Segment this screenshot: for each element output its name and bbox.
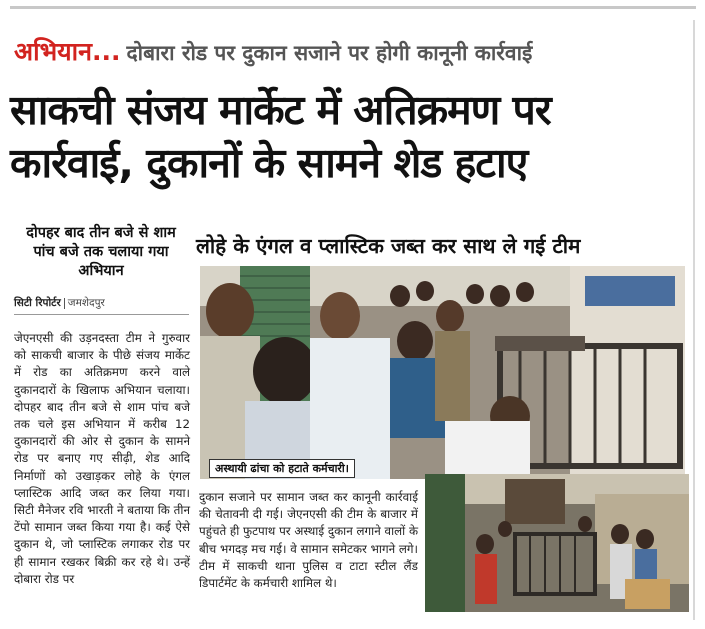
top-rule bbox=[10, 6, 696, 9]
byline-author: सिटी रिपोर्टर bbox=[14, 297, 61, 309]
byline-separator bbox=[64, 298, 65, 309]
byline-place: जमशेदपुर bbox=[67, 297, 105, 309]
secondary-photo bbox=[425, 474, 689, 612]
kicker-highlight: अभियान... bbox=[14, 37, 121, 66]
main-photo-image bbox=[200, 266, 685, 479]
article-body-right: दुकान सजाने पर सामान जब्त कर कानूनी कार्रवाई की चेतावनी दी गई। जेएनएसी की टीम के बाजार में पहुंचते ही फुटपाथ पर अस्थाई दुकान लगाने वालों के बीच भगदड़ मच गई। वे सामान समेटकर भागने लगे। टीम में साकची थाना पुलिस व टाटा स्टील लैंड डिपार्टमेंट के कर्मचारी शामिल थे। bbox=[199, 490, 419, 591]
article-body-left: जेएनएसी की उड़नदस्ता टीम ने गुरुवार को साकची बाजार के पीछे संजय मार्केट में रोड का अतिक्रमण करने वाले दुकानदारों के खिलाफ अभियान चलाया। दोपहर बाद तीन बजे से शाम पांच बजे तक चले इस अभियान में करीब 12 दुकानदारों की ओर से दुकान के सामने रोड पर बनाए गए सीढ़ी, शेड आदि निर्माणों को उखाड़कर लोहे के एंगल प्लास्टिक आदि जब्त कर लिया गया। सिटी मैनेजर रवि भारती ने बताया कि तीन टेंपो सामान जब्त किया गया है। कई ऐसे दुकान थे, जो प्लास्टिक लगाकर रोड पर ही सामान रखकर बिक्री कर रहे थे। उन्हें दोबारा रोड पर bbox=[14, 331, 190, 586]
secondary-photo-image bbox=[425, 474, 689, 612]
kicker bbox=[14, 34, 694, 70]
headline-line-2: कार्रवाई, दुकानों के सामने शेड हटाए bbox=[10, 139, 528, 187]
byline-rule bbox=[14, 314, 189, 315]
kicker-text: दोबारा रोड पर दुकान सजाने पर होगी कानूनी कार्रवाई bbox=[126, 41, 533, 65]
subhead: दोपहर बाद तीन बजे से शाम पांच बजे तक चलाया गया अभियान bbox=[26, 225, 176, 279]
column-rule bbox=[693, 20, 695, 620]
headline-line-1: साकची संजय मार्केट में अतिक्रमण पर bbox=[10, 86, 551, 134]
byline bbox=[14, 296, 189, 310]
main-photo bbox=[200, 266, 685, 479]
photo-caption: अस्थायी ढांचा को हटाते कर्मचारी। bbox=[209, 459, 355, 478]
headline bbox=[10, 84, 696, 190]
photo-title: लोहे के एंगल व प्लास्टिक जब्त कर साथ ले गई टीम bbox=[196, 234, 581, 258]
